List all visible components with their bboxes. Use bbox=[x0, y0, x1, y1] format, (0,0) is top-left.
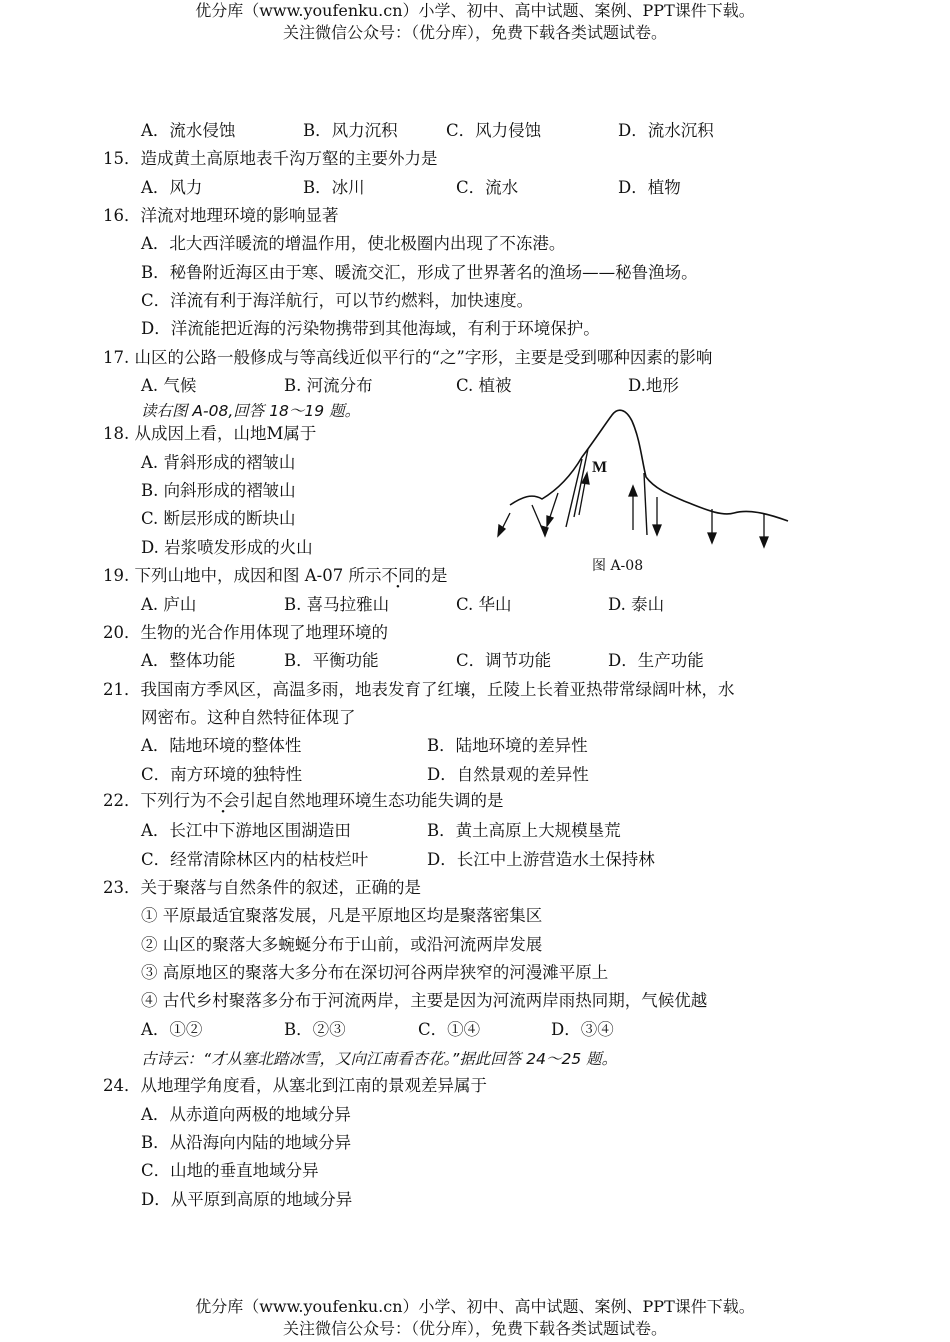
q23-option-d: D．③④ bbox=[551, 1020, 614, 1039]
q17-stem: 17. 山区的公路一般修成与等高线近似平行的“之”字形，主要是受到哪种因素的影响 bbox=[103, 348, 713, 367]
q14-option-b: B．风力沉积 bbox=[303, 121, 398, 140]
q20-stem: 20．生物的光合作用体现了地理环境的 bbox=[103, 623, 388, 642]
q19-stem-pre: 19. 下列山地中，成因和图 A-07 所示 bbox=[103, 566, 382, 585]
q23-option-b: B．②③ bbox=[284, 1020, 346, 1039]
q14-option-a: A．流水侵蚀 bbox=[141, 121, 236, 140]
q19-option-d: D. 泰山 bbox=[608, 595, 665, 614]
q19-option-a: A. 庐山 bbox=[141, 595, 197, 614]
q19-option-b: B. 喜马拉雅山 bbox=[284, 595, 390, 614]
q19-option-c: C. 华山 bbox=[456, 595, 512, 614]
q22-stem bbox=[103, 789, 504, 813]
q23-statement-3: ③ 高原地区的聚落大多分布在深切河谷两岸狭窄的河漫滩平原上 bbox=[141, 963, 609, 982]
q17-option-b: B. 河流分布 bbox=[284, 376, 373, 395]
intro-q24-25: 古诗云：“才从塞北踏冰雪，又向江南看杏花。”据此回答 24～25 题。 bbox=[141, 1050, 618, 1068]
q22-emphasis: 不会 bbox=[206, 791, 240, 810]
q19-emphasis: 不同 bbox=[381, 566, 415, 585]
q17-option-d: D.地形 bbox=[628, 376, 679, 395]
q24-stem: 24．从地理学角度看，从塞北到江南的景观差异属于 bbox=[103, 1076, 487, 1095]
q21-option-b: B．陆地环境的差异性 bbox=[427, 736, 588, 755]
q16-option-b: B．秘鲁附近海区由于寒、暖流交汇，形成了世界著名的渔场——秘鲁渔场。 bbox=[141, 263, 698, 282]
q16-stem: 16．洋流对地理环境的影响显著 bbox=[103, 206, 339, 225]
q16-option-c: C．洋流有利于海洋航行，可以节约燃料，加快速度。 bbox=[141, 291, 534, 310]
q18-option-b: B. 向斜形成的褶皱山 bbox=[141, 481, 296, 500]
q20-option-a: A．整体功能 bbox=[141, 651, 236, 670]
q19-stem bbox=[103, 564, 447, 588]
page-footer bbox=[0, 1296, 950, 1340]
q23-statement-4: ④ 古代乡村聚落多分布于河流两岸，主要是因为河流两岸雨热同期，气候优越 bbox=[141, 991, 708, 1010]
q22-option-a: A．长江中下游地区围湖造田 bbox=[141, 821, 351, 840]
q15-option-b: B．冰川 bbox=[303, 178, 365, 197]
q17-option-c: C. 植被 bbox=[456, 376, 512, 395]
q17-option-a: A. 气候 bbox=[141, 376, 197, 395]
q23-option-c: C．①④ bbox=[418, 1020, 481, 1039]
header-line-1: 优分库（www.youfenku.cn）小学、初中、高中试题、案例、PPT课件下载。 bbox=[195, 1, 755, 20]
q22-stem-post: 引起自然地理环境生态功能失调的是 bbox=[239, 791, 504, 810]
q15-stem: 15．造成黄土高原地表千沟万壑的主要外力是 bbox=[103, 149, 438, 168]
displacement-arrows bbox=[498, 473, 768, 547]
q14-option-d: D．流水沉积 bbox=[618, 121, 714, 140]
q24-option-b: B．从沿海向内陆的地域分异 bbox=[141, 1133, 352, 1152]
q21-option-c: C．南方环境的独特性 bbox=[141, 765, 303, 784]
q15-option-a: A．风力 bbox=[141, 178, 203, 197]
q18-option-c: C. 断层形成的断块山 bbox=[141, 509, 296, 528]
q14-option-c: C．风力侵蚀 bbox=[446, 121, 542, 140]
q23-statement-2: ② 山区的聚落大多蜿蜒分布于山前，或沿河流两岸发展 bbox=[141, 935, 543, 954]
q23-statement-1: ① 平原最适宜聚落发展，凡是平原地区均是聚落密集区 bbox=[141, 906, 543, 925]
q15-option-d: D．植物 bbox=[618, 178, 681, 197]
q21-stem-line2: 网密布。这种自然特征体现了 bbox=[141, 708, 356, 727]
figure-label-m: M bbox=[592, 459, 608, 476]
q22-option-c: C．经常清除林区内的枯枝烂叶 bbox=[141, 850, 369, 869]
q16-option-a: A．北大西洋暖流的增温作用，使北极圈内出现了不冻港。 bbox=[141, 234, 566, 253]
intro-q18-19: 读右图 A-08,回答 18～19 题。 bbox=[141, 402, 361, 420]
q18-stem: 18. 从成因上看，山地M属于 bbox=[103, 424, 317, 443]
figure-a08 bbox=[490, 405, 795, 555]
q16-option-d: D．洋流能把近海的污染物携带到其他海域，有利于环境保护。 bbox=[141, 319, 600, 338]
q22-option-b: B．黄土高原上大规模垦荒 bbox=[427, 821, 621, 840]
q24-option-c: C．山地的垂直地域分异 bbox=[141, 1161, 319, 1180]
q24-option-a: A．从赤道向两极的地域分异 bbox=[141, 1105, 351, 1124]
page-header bbox=[0, 0, 950, 44]
figure-caption: 图 A-08 bbox=[592, 558, 644, 574]
q18-option-a: A. 背斜形成的褶皱山 bbox=[141, 453, 296, 472]
q21-stem-line1: 21．我国南方季风区，高温多雨，地表发育了红壤，丘陵上长着亚热带常绿阔叶林，水 bbox=[103, 680, 735, 699]
q23-stem: 23．关于聚落与自然条件的叙述，正确的是 bbox=[103, 878, 421, 897]
q20-option-c: C．调节功能 bbox=[456, 651, 552, 670]
header-line-2: 关注微信公众号：（优分库），免费下载各类试题试卷。 bbox=[282, 23, 667, 42]
q18-option-d: D. 岩浆喷发形成的火山 bbox=[141, 538, 313, 557]
q19-stem-post: 的是 bbox=[414, 566, 448, 585]
q22-option-d: D．长江中上游营造水土保持林 bbox=[427, 850, 655, 869]
q24-option-d: D．从平原到高原的地域分异 bbox=[141, 1190, 353, 1209]
footer-line-2: 关注微信公众号：（优分库），免费下载各类试题试卷。 bbox=[282, 1319, 667, 1338]
q21-option-a: A．陆地环境的整体性 bbox=[141, 736, 302, 755]
q20-option-b: B．平衡功能 bbox=[284, 651, 379, 670]
q22-stem-pre: 22．下列行为 bbox=[103, 791, 207, 810]
footer-line-1: 优分库（www.youfenku.cn）小学、初中、高中试题、案例、PPT课件下载。 bbox=[195, 1297, 755, 1316]
mountain-profile bbox=[510, 410, 788, 521]
q21-option-d: D．自然景观的差异性 bbox=[427, 765, 589, 784]
q15-option-c: C．流水 bbox=[456, 178, 519, 197]
q23-option-a: A．①② bbox=[141, 1020, 203, 1039]
q20-option-d: D．生产功能 bbox=[608, 651, 704, 670]
